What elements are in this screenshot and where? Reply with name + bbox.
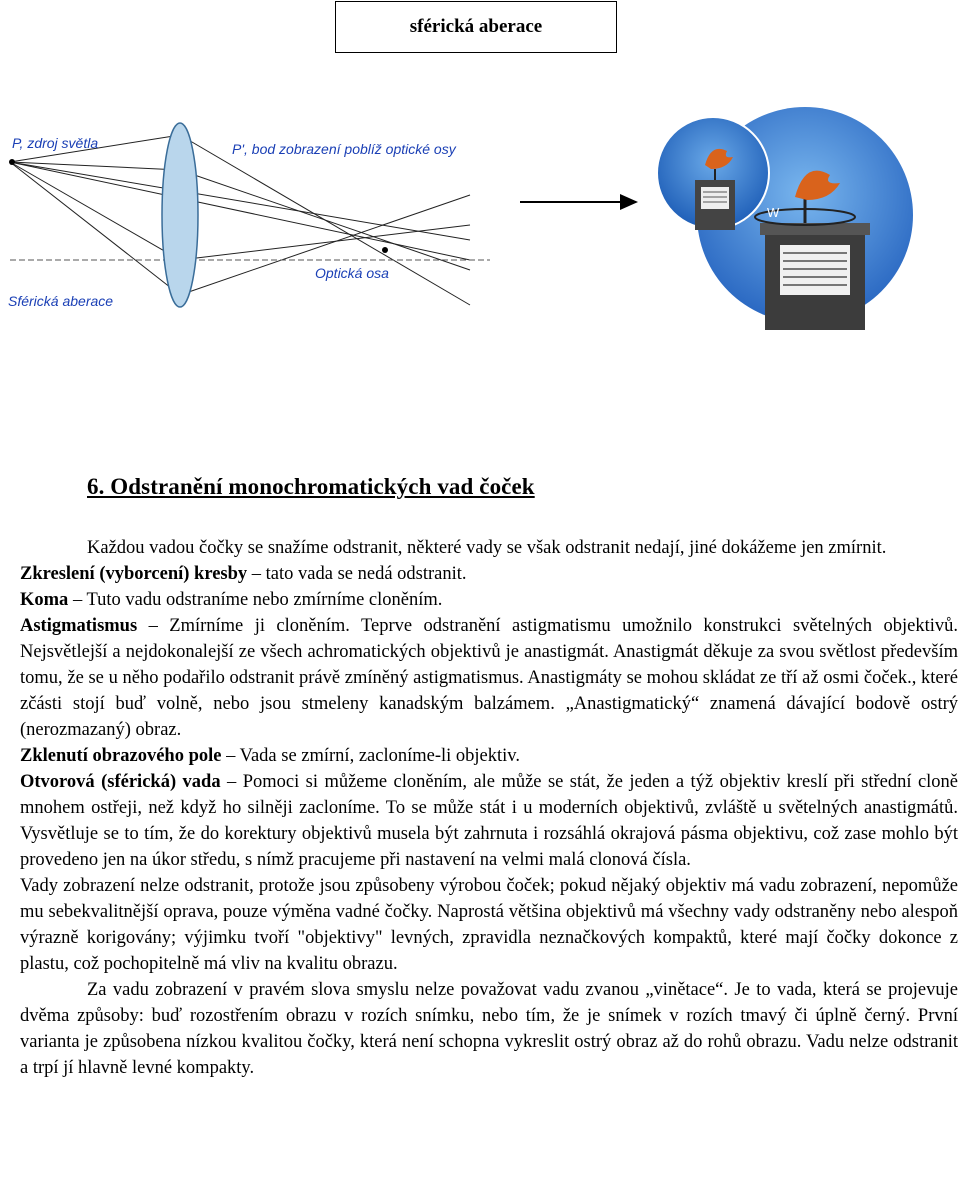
label-image-point: P', bod zobrazení poblíž optické osy bbox=[232, 141, 456, 157]
label-optical-axis: Optická osa bbox=[315, 265, 389, 281]
term-coma: Koma bbox=[20, 590, 69, 610]
spherical-aberration-diagram bbox=[0, 110, 500, 330]
svg-text:W: W bbox=[767, 205, 780, 220]
paragraph-coma bbox=[20, 587, 958, 613]
term-field-curvature: Zklenutí obrazového pole bbox=[20, 746, 222, 766]
text-spherical: – Pomoci si můžeme cloněním, ale může se stát, že jeden a týž objektiv kreslí při střední cloně mnohem ostřeji, než když ho silněji zacloníme. To se může stát i u moderních objektivů, zvláště u světelných anastigmátů. Vysvětluje se to tím, že do korektury objektivů musela být zahrnuta i rozsáhlá okrajová pásma objektivu, což zase mohlo být provedeno jen na úkor středu, s nímž pracujeme při nastavení na velmi malá clonová čísla. bbox=[20, 772, 959, 870]
weathervane-photo bbox=[655, 105, 915, 330]
label-spherical-aberration: Sférická aberace bbox=[8, 293, 114, 309]
text-astigmatism: – Zmírníme ji cloněním. Teprve odstranění astigmatismu umožnilo konstrukci světelných objektivů. Nejsvětlejší a nejdokonalejší ze všech achromatických objektivů je anastigmát. Anastigmát děkuje za svou světlost především tomu, že se u něho podařilo odstranit právě zmíněný astigmatismus. Anastigmáty se mohou skládat ze tří až osmi čoček., které zčásti stojí buď volně, nebo jsou stmeleny kanadským balzámem. „Anastigmatický“ znamená dávající bodově ostrý (nerozmazaný) obraz. bbox=[20, 616, 958, 740]
title-box bbox=[335, 1, 617, 53]
section-heading: 6. Odstranění monochromatických vad čoček bbox=[87, 474, 535, 499]
page-title: sférická aberace bbox=[409, 16, 543, 37]
text-distortion: – tato vada se nedá odstranit. bbox=[247, 564, 467, 584]
paragraph-vignetting: Za vadu zobrazení v pravém slova smyslu nelze považovat vadu zvanou „vinětace“. Je to vada, která se projevuje dvěma způsoby: buď rozostřením obrazu v rozích snímku, nebo tím, že je snímek v rozích tmavý či úplně černý. První varianta je způsobena nízkou kvalitou čočky, která není schopna vykreslit ostrý obraz až do rohů obrazu. Vadu nelze odstranit a trpí jí hlavně levné kompakty. bbox=[20, 980, 958, 1078]
text-field-curvature: – Vada se zmírní, zacloníme-li objektiv. bbox=[221, 746, 520, 766]
paragraph-defects: Vady zobrazení nelze odstranit, protože jsou způsobeny výrobou čoček; pokud nějaký objektiv má vadu zobrazení, nepomůže mu sebekvalitnější oprava, pouze výměna vadné čočky. Naprostá většina objektivů má všechny vady odstraněny nebo alespoň výrazně korigovány; výjimku tvoří "objektivy" levných, zpravidla neznačkových kompaktů, které mají čočky dokonce z plastu, což pochopitelně má vliv na kvalitu obrazu. bbox=[20, 876, 958, 974]
paragraph-astigmatism bbox=[20, 613, 958, 743]
term-spherical: Otvorová (sférická) vada bbox=[20, 772, 221, 792]
paragraph-intro: Každou vadou čočky se snažíme odstranit, některé vady se však odstranit nedají, jiné dokážeme jen zmírnit. bbox=[87, 538, 887, 558]
text-coma: – Tuto vadu odstraníme nebo zmírníme cloněním. bbox=[68, 590, 443, 610]
paragraph-spherical bbox=[20, 769, 958, 873]
body-text bbox=[20, 535, 958, 1081]
arrow-icon bbox=[520, 190, 640, 214]
label-light-source: P, zdroj světla bbox=[12, 135, 99, 151]
term-astigmatism: Astigmatismus bbox=[20, 616, 138, 636]
paragraph-field-curvature bbox=[20, 743, 958, 769]
paragraph-distortion bbox=[20, 561, 958, 587]
term-distortion: Zkreslení (vyborcení) kresby bbox=[20, 564, 248, 584]
